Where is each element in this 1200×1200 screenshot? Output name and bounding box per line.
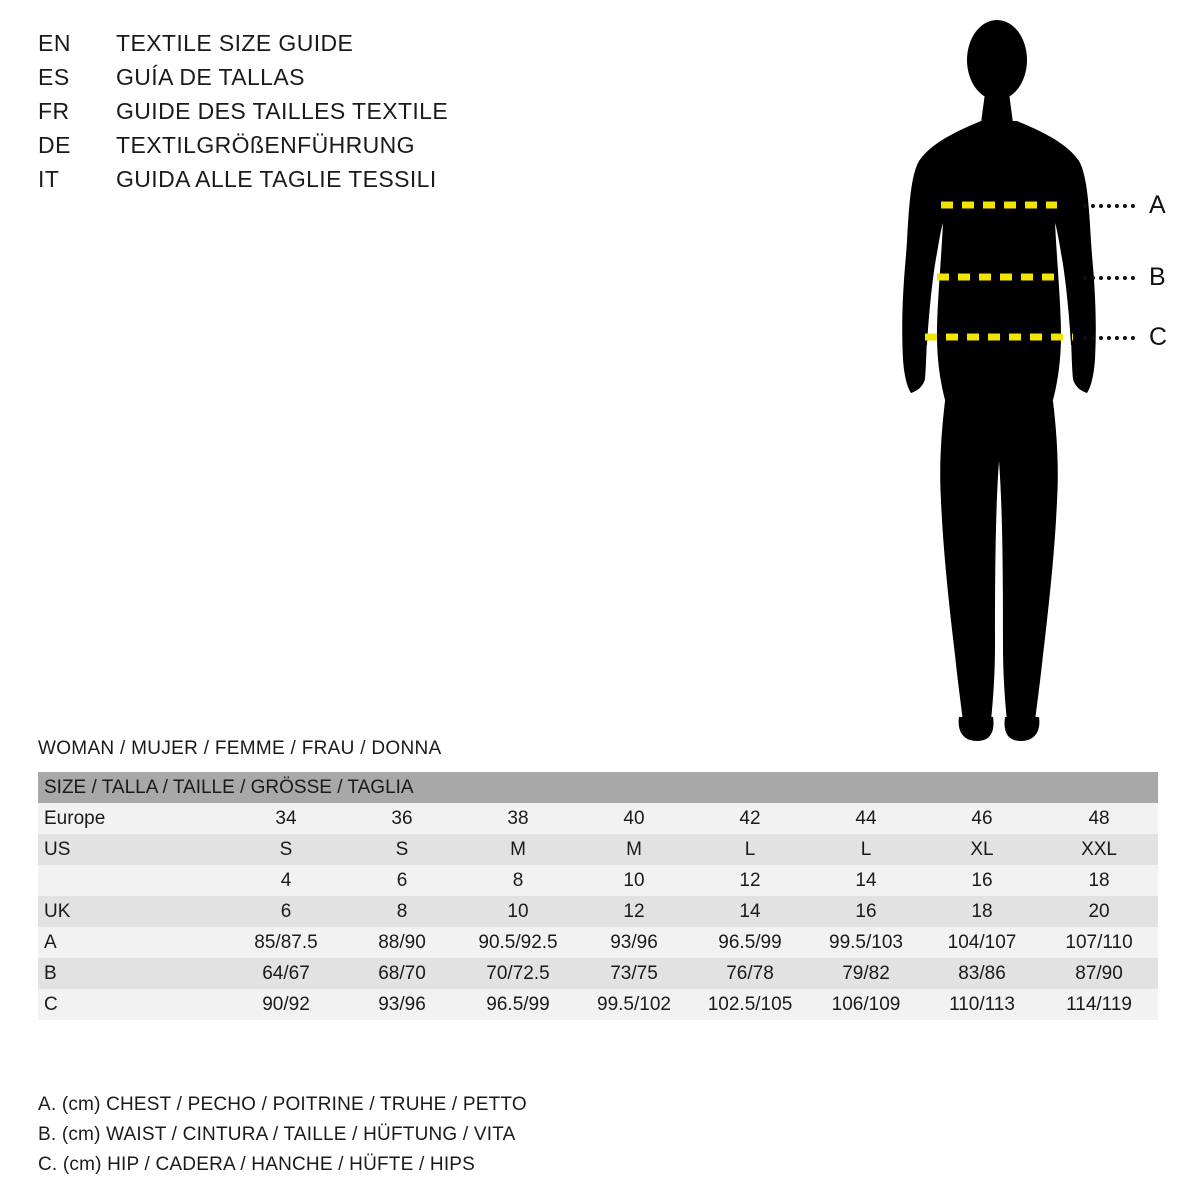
table-cell: 102.5/105	[692, 989, 808, 1020]
table-cell: M	[576, 834, 692, 865]
title-block	[38, 30, 658, 200]
table-cell: 79/82	[808, 958, 924, 989]
leader-dash-icon	[1083, 204, 1135, 208]
table-cell: 114/119	[1040, 989, 1158, 1020]
table-cell: 73/75	[576, 958, 692, 989]
title-text: GUÍA DE TALLAS	[116, 64, 305, 90]
table-cell: S	[344, 834, 460, 865]
legend-line-hip: C. (cm) HIP / CADERA / HANCHE / HÜFTE / HIPS	[38, 1154, 476, 1175]
table-row	[38, 958, 1158, 989]
table-cell: 8	[344, 896, 460, 927]
hip-marker	[1083, 325, 1167, 350]
table-cell: 42	[692, 803, 808, 834]
title-row	[38, 166, 658, 200]
row-label	[38, 865, 228, 896]
row-label: C	[38, 989, 228, 1020]
table-cell: 10	[460, 896, 576, 927]
legend-block	[38, 1090, 738, 1180]
leader-dash-icon	[1083, 276, 1135, 280]
table-cell: 90.5/92.5	[460, 927, 576, 958]
table-cell: 106/109	[808, 989, 924, 1020]
title-row	[38, 132, 658, 166]
table-cell: 70/72.5	[460, 958, 576, 989]
row-label: Europe	[38, 803, 228, 834]
leader-dash-icon	[1083, 336, 1135, 340]
table-header-label: SIZE / TALLA / TAILLE / GRÖSSE / TAGLIA	[38, 772, 1158, 803]
table-row	[38, 865, 1158, 896]
title-language-code: EN	[38, 30, 71, 56]
table-cell: 44	[808, 803, 924, 834]
table-cell: 76/78	[692, 958, 808, 989]
table-cell: 93/96	[344, 989, 460, 1020]
table-cell: 18	[924, 896, 1040, 927]
table-cell: XL	[924, 834, 1040, 865]
table-cell: 18	[1040, 865, 1158, 896]
title-row	[38, 64, 658, 98]
table-cell: 83/86	[924, 958, 1040, 989]
row-label: UK	[38, 896, 228, 927]
table-cell: 85/87.5	[228, 927, 344, 958]
table-cell: 46	[924, 803, 1040, 834]
figure-block	[845, 15, 1185, 755]
title-text: GUIDA ALLE TAGLIE TESSILI	[116, 166, 437, 192]
table-cell: 90/92	[228, 989, 344, 1020]
table-cell: 12	[692, 865, 808, 896]
table-cell: 48	[1040, 803, 1158, 834]
table-cell: 107/110	[1040, 927, 1158, 958]
table-cell: 36	[344, 803, 460, 834]
table-row	[38, 989, 1158, 1020]
table-section-heading: WOMAN / MUJER / FEMME / FRAU / DONNA	[38, 738, 442, 759]
table-cell: 110/113	[924, 989, 1040, 1020]
table-cell: 96.5/99	[460, 989, 576, 1020]
table-row	[38, 896, 1158, 927]
row-label: A	[38, 927, 228, 958]
table-cell: 12	[576, 896, 692, 927]
table-row	[38, 834, 1158, 865]
title-language-code: DE	[38, 132, 71, 158]
title-row	[38, 30, 658, 64]
marker-letter: C	[1149, 323, 1168, 351]
table-cell: 96.5/99	[692, 927, 808, 958]
table-cell: S	[228, 834, 344, 865]
row-label: US	[38, 834, 228, 865]
table-cell: 93/96	[576, 927, 692, 958]
title-language-code: FR	[38, 98, 70, 124]
table-cell: M	[460, 834, 576, 865]
table-cell: 99.5/103	[808, 927, 924, 958]
title-text: TEXTILGRÖßENFÜHRUNG	[116, 132, 415, 158]
table-cell: 16	[808, 896, 924, 927]
title-language-code: IT	[38, 166, 60, 192]
table-cell: 64/67	[228, 958, 344, 989]
table-cell: 34	[228, 803, 344, 834]
table-cell: 4	[228, 865, 344, 896]
title-language-code: ES	[38, 64, 70, 90]
table-cell: 16	[924, 865, 1040, 896]
table-cell: 88/90	[344, 927, 460, 958]
legend-line-waist: B. (cm) WAIST / CINTURA / TAILLE / HÜFTUNG / VITA	[38, 1124, 516, 1145]
title-row	[38, 98, 658, 132]
row-label: B	[38, 958, 228, 989]
title-text: TEXTILE SIZE GUIDE	[116, 30, 354, 56]
table-cell: 87/90	[1040, 958, 1158, 989]
table-row	[38, 803, 1158, 834]
table-cell: 14	[808, 865, 924, 896]
table-cell: XXL	[1040, 834, 1158, 865]
table-cell: 68/70	[344, 958, 460, 989]
table-cell: 8	[460, 865, 576, 896]
legend-line-chest: A. (cm) CHEST / PECHO / POITRINE / TRUHE / PETTO	[38, 1094, 527, 1115]
table-cell: 10	[576, 865, 692, 896]
table-cell: 99.5/102	[576, 989, 692, 1020]
table-cell: 20	[1040, 896, 1158, 927]
table-cell: L	[808, 834, 924, 865]
marker-letter: B	[1149, 263, 1166, 291]
waist-marker	[1083, 265, 1166, 290]
table-cell: L	[692, 834, 808, 865]
title-text: GUIDE DES TAILLES TEXTILE	[116, 98, 449, 124]
table-row	[38, 927, 1158, 958]
chest-marker	[1083, 193, 1166, 218]
size-table-block	[38, 738, 1158, 1020]
marker-letter: A	[1149, 191, 1166, 219]
table-cell: 104/107	[924, 927, 1040, 958]
female-silhouette-icon	[845, 15, 1185, 755]
table-cell: 14	[692, 896, 808, 927]
table-cell: 38	[460, 803, 576, 834]
table-cell: 40	[576, 803, 692, 834]
table-header-row	[38, 772, 1158, 803]
table-cell: 6	[344, 865, 460, 896]
size-table	[38, 772, 1158, 1020]
table-cell: 6	[228, 896, 344, 927]
